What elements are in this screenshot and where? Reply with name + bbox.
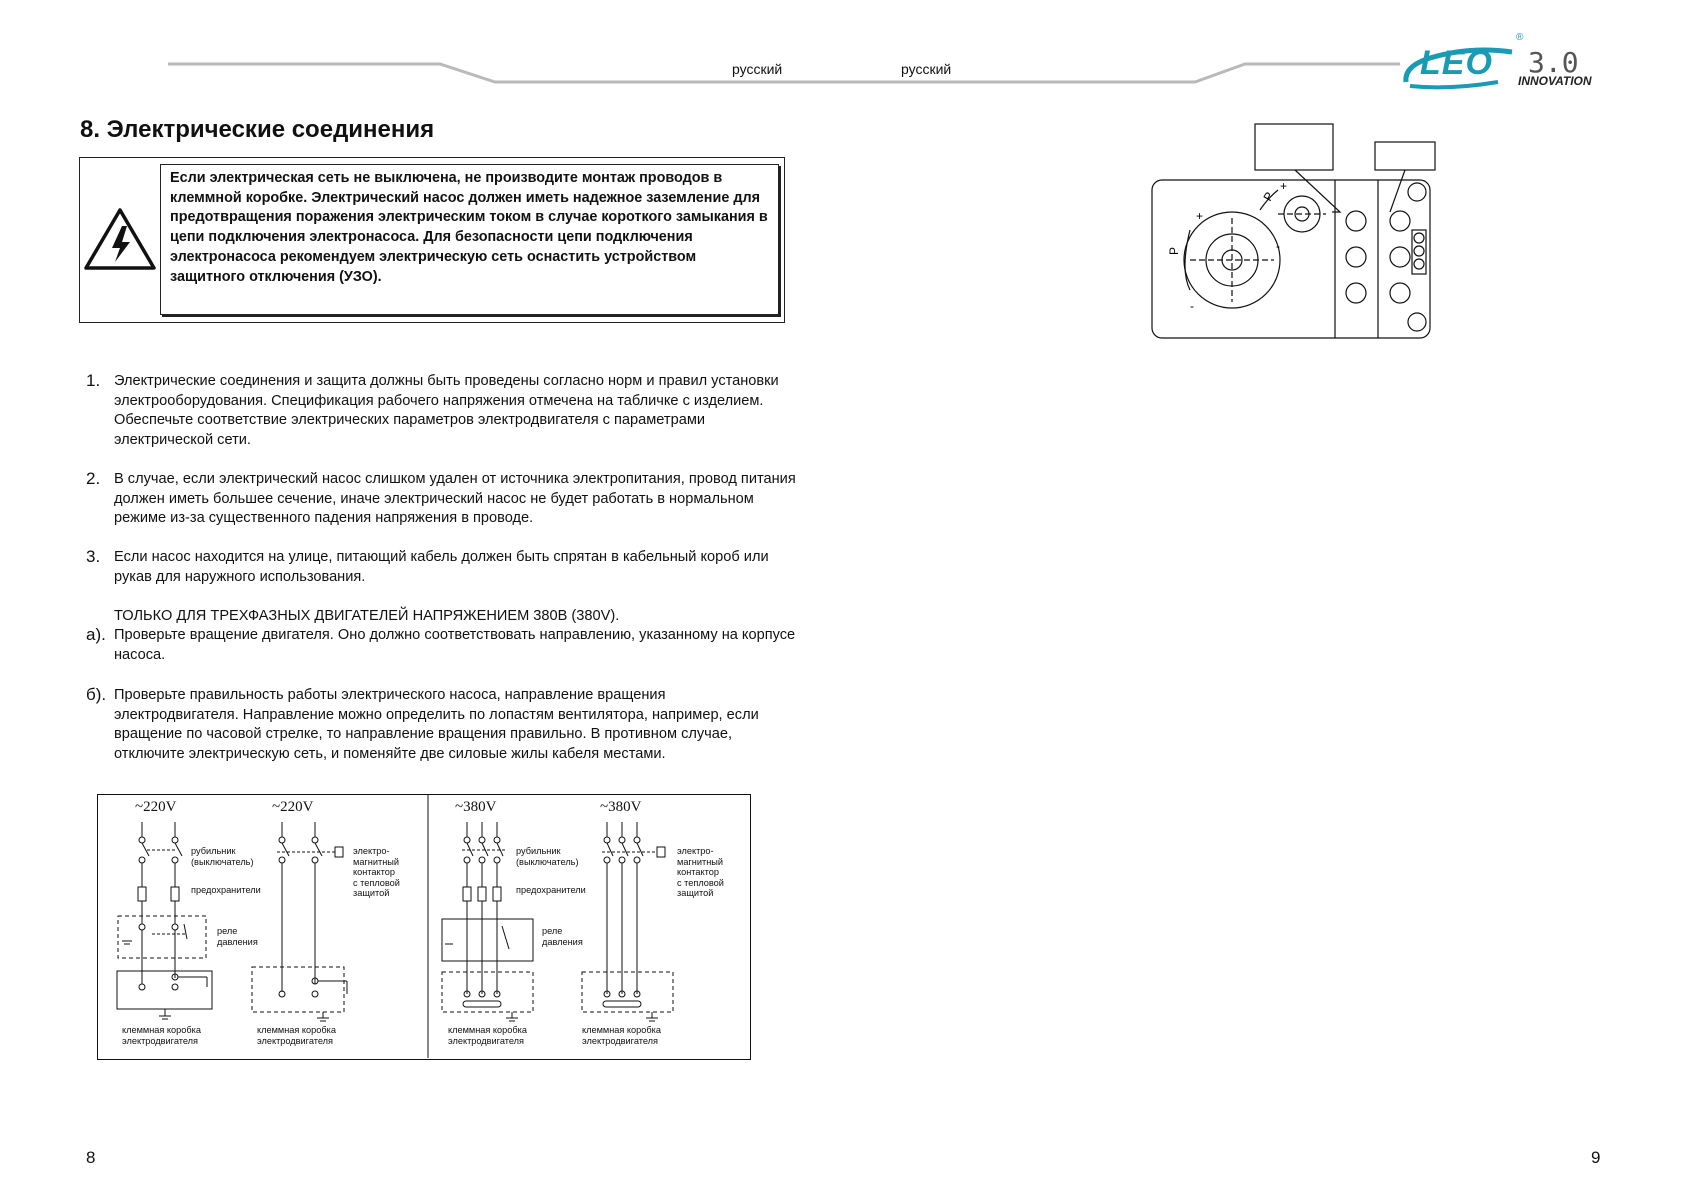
label-terminal-box-3: клеммная коробка электродвигателя: [448, 1025, 527, 1046]
warning-text: Если электрическая сеть не выключена, не производите монтаж проводов в клеммной коробке. Электрический насос должен иметь надежное заземление для предотвращения поражения электрическим током в случае короткого замыкания в цепи подключения электронасоса. Для безопасности цепи подключения электронасоса рекомендуем электрическую сеть оснастить устройством защитного отключения (УЗО).: [170, 170, 768, 285]
voltage-label-2: ~220V: [272, 799, 314, 815]
label-fuses-1: предохранители: [191, 885, 261, 895]
logo-registered: ®: [1516, 32, 1524, 43]
label-switch-3: рубильник (выключатель): [516, 846, 579, 867]
high-voltage-warning-icon: [84, 207, 156, 271]
label-relay-1: реле давления: [217, 926, 258, 947]
item-number-b: б).: [86, 685, 107, 704]
pressure-label-p-right: P: [1260, 189, 1277, 204]
pressure-label-minus-left: -: [1190, 299, 1194, 313]
label-contactor-4: электро- магнитный контактор с тепловой защитой: [677, 846, 724, 898]
item-text-2: В случае, если электрический насос слишком удален от источника электропитания, провод питания должен иметь большее сечение, иначе электрический насос не будет работать в нормальном режиме из-за существенного падения напряжения в проводе.: [114, 471, 796, 527]
item-text-a: Проверьте вращение двигателя. Оно должно соответствовать направлению, указанному на корпусе насоса.: [114, 627, 796, 663]
header-language-right: русский: [901, 61, 952, 77]
wiring-diagram-lines: [97, 794, 749, 1058]
label-terminal-box-4: клеммная коробка электродвигателя: [582, 1025, 661, 1046]
item-number-2: 2.: [86, 469, 101, 488]
voltage-label-3: ~380V: [455, 799, 497, 815]
header-language-left: русский: [732, 61, 783, 77]
item-text-3: Если насос находится на улице, питающий кабель должен быть спрятан в кабельный короб или рукав для наружного использования.: [114, 549, 769, 585]
label-fuses-3: предохранители: [516, 885, 586, 895]
pressure-label-minus-right: -: [1276, 239, 1280, 253]
item-number-3: 3.: [86, 547, 101, 566]
item-number-1: 1.: [86, 371, 101, 390]
logo-tagline: INNOVATION: [1518, 74, 1592, 88]
voltage-label-1: ~220V: [135, 799, 177, 815]
pressure-label-plus-left: +: [1196, 209, 1204, 223]
pressure-switch-diagram: [1150, 120, 1440, 340]
pressure-label-plus-right: +: [1280, 179, 1288, 193]
label-terminal-box-2: клеммная коробка электродвигателя: [257, 1025, 336, 1046]
logo-brand: LEO: [1420, 44, 1493, 82]
label-contactor-2: электро- магнитный контактор с тепловой защитой: [353, 846, 400, 898]
logo-version: 3.0: [1528, 46, 1579, 79]
three-phase-heading: ТОЛЬКО ДЛЯ ТРЕХФАЗНЫХ ДВИГАТЕЛЕЙ НАПРЯЖЕНИЕМ 380В (380V).: [114, 608, 620, 624]
item-text-b: Проверьте правильность работы электрического насоса, направление вращения электродвигателя. Направление можно определить по лопастям вентилятора, например, если вращение по часовой стрелке, то направление вращения правильно. В противном случае, отключите электрическую сеть, и поменяйте две силовые жилы кабеля местами.: [114, 687, 759, 762]
item-number-a: а).: [86, 625, 106, 644]
voltage-label-4: ~380V: [600, 799, 642, 815]
label-switch-1: рубильник (выключатель): [191, 846, 254, 867]
item-text-1: Электрические соединения и защита должны быть проведены согласно норм и правил установки электрооборудования. Спецификация рабочего напряжения отмечена на табличке с изделием. Обеспечьте соответствие электрических параметров электродвигателя с параметрами электрической сети.: [114, 373, 779, 448]
leo-logo: [1400, 30, 1610, 96]
pressure-label-p-left: P: [1167, 246, 1181, 255]
section-title: 8. Электрические соединения: [80, 116, 435, 143]
page-number-left: 8: [86, 1148, 96, 1167]
page-number-right: 9: [1591, 1148, 1601, 1167]
label-terminal-box-1: клеммная коробка электродвигателя: [122, 1025, 201, 1046]
label-relay-3: реле давления: [542, 926, 583, 947]
